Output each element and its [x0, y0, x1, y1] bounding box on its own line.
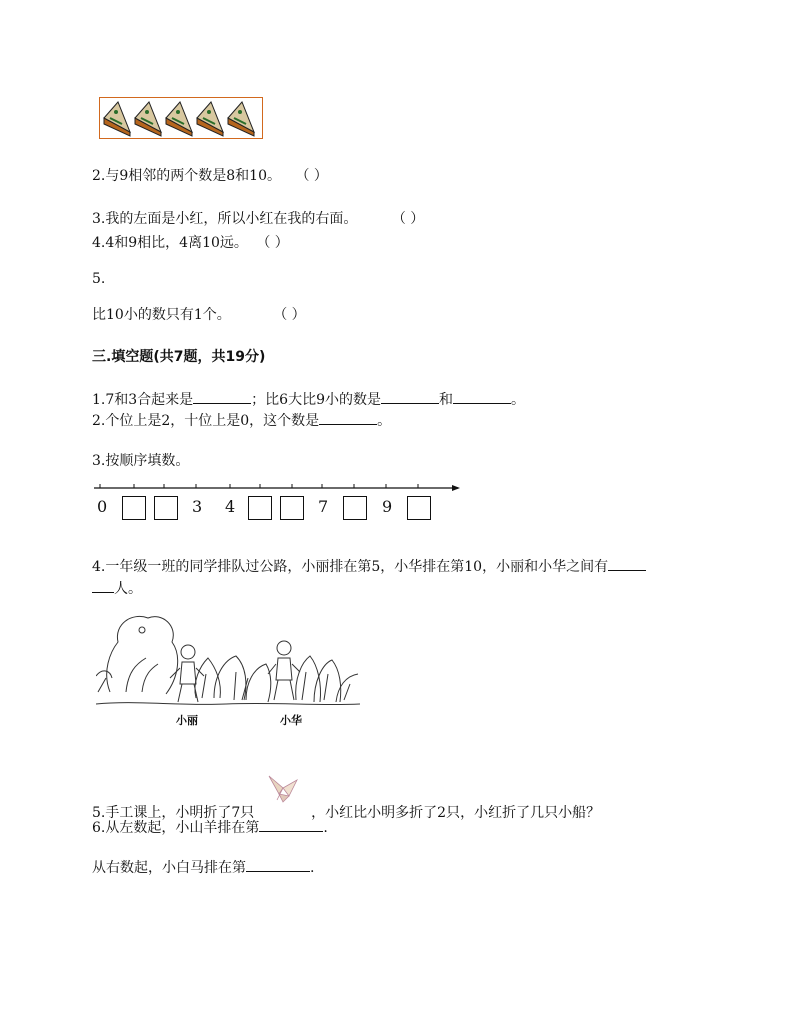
- fill-question-1: [92, 389, 525, 409]
- question-2-text: 2.与9相邻的两个数是8和10。: [92, 168, 281, 184]
- paper-crane-icon: [265, 772, 301, 804]
- fill-2-text: 2.个位上是2，十位上是0，这个数是: [92, 413, 320, 429]
- fill-blank[interactable]: [319, 410, 377, 425]
- answer-paren[interactable]: （ ）: [273, 307, 306, 323]
- child-label-xiaoli: 小丽: [176, 714, 198, 727]
- fill-5-text-b: ，小红比小明多折了2只，小红折了几只小船？: [311, 805, 601, 821]
- number-label-9: 9: [382, 497, 393, 516]
- fill-blank[interactable]: [193, 389, 251, 404]
- fill-2-end: 。: [377, 413, 392, 429]
- fill-question-6a: [92, 817, 328, 837]
- fill-4-end: 人。: [114, 581, 142, 597]
- fill-question-4-line2: [92, 578, 142, 598]
- question-5-number: 5.: [92, 271, 106, 287]
- fill-6-text-a: 6.从左数起，小山羊排在第: [92, 820, 260, 836]
- answer-paren[interactable]: （ ）: [391, 211, 425, 227]
- section-title: 三.填空题(共7题，共19分): [92, 349, 266, 365]
- child-label-xiaohua: 小华: [280, 714, 302, 727]
- cake-slices-image: [99, 97, 263, 139]
- number-line-axis: [92, 480, 472, 496]
- fill-question-3: 3.按顺序填数。: [92, 453, 190, 469]
- bushes-drawing: [96, 612, 360, 712]
- fill-blank[interactable]: [608, 556, 646, 571]
- number-box[interactable]: [407, 496, 431, 520]
- fill-1-text-b: ；比6大比9小的数是: [251, 392, 381, 408]
- number-box[interactable]: [154, 496, 178, 520]
- fill-6-end-b: .: [310, 860, 315, 876]
- fill-5-text-a: 5.手工课上，小明折了7只: [92, 805, 255, 821]
- cake-slice: [166, 102, 192, 136]
- fill-blank[interactable]: [259, 817, 323, 832]
- fill-4-text: 4.一年级一班的同学排队过公路，小丽排在第5，小华排在第10，小丽和小华之间有: [92, 559, 609, 575]
- fill-question-6b: [92, 857, 314, 877]
- number-label-0: 0: [97, 497, 108, 516]
- number-label-3: 3: [192, 497, 203, 516]
- fill-blank[interactable]: [453, 389, 511, 404]
- number-label-7: 7: [318, 497, 329, 516]
- cake-slice: [228, 102, 254, 136]
- fill-1-text-c: 和: [439, 392, 453, 408]
- fill-6-end-a: .: [323, 820, 328, 836]
- fill-blank[interactable]: [92, 578, 114, 593]
- question-2: [92, 165, 328, 185]
- answer-paren[interactable]: （ ）: [295, 168, 328, 184]
- number-box[interactable]: [280, 496, 304, 520]
- number-box[interactable]: [122, 496, 146, 520]
- question-4-text: 4.4和9相比，4离10远。: [92, 235, 248, 251]
- question-4: [92, 232, 289, 252]
- children-bushes-illustration: [96, 612, 360, 732]
- fill-1-text-a: 1.7和3合起来是: [92, 392, 194, 408]
- question-3: [92, 208, 424, 228]
- fill-question-2: [92, 410, 391, 430]
- number-box[interactable]: [248, 496, 272, 520]
- number-line: [92, 480, 472, 530]
- cake-slice: [104, 102, 130, 136]
- cake-slices-drawing: [100, 98, 261, 137]
- answer-paren[interactable]: （ ）: [256, 235, 289, 251]
- cake-slice: [197, 102, 223, 136]
- cake-slice: [135, 102, 161, 136]
- question-5: [92, 304, 306, 324]
- fill-1-text-d: 。: [511, 392, 525, 408]
- fill-blank[interactable]: [381, 389, 439, 404]
- question-5-text: 比10小的数只有1个。: [92, 307, 231, 323]
- fill-question-4-line1: [92, 556, 646, 576]
- fill-6-text-b: 从右数起，小白马排在第: [92, 860, 246, 876]
- fill-blank[interactable]: [246, 857, 310, 872]
- number-label-4: 4: [225, 497, 236, 516]
- question-3-text: 3.我的左面是小红，所以小红在我的右面。: [92, 211, 358, 227]
- number-box[interactable]: [343, 496, 367, 520]
